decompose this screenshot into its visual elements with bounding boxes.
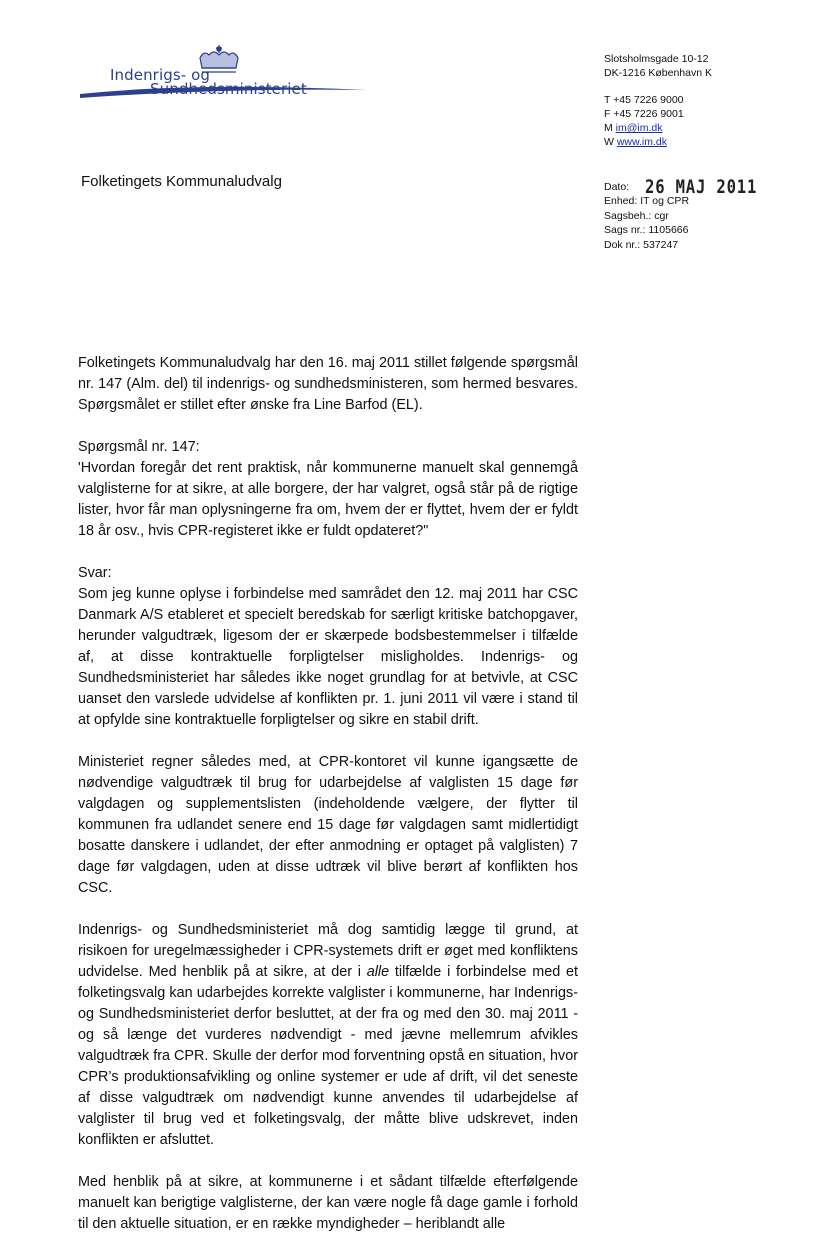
p3-emphasis: alle xyxy=(366,964,390,980)
case-number: Sags nr.: 1105666 xyxy=(604,224,689,236)
contact-block xyxy=(604,93,684,149)
answer-paragraph-1: Som jeg kunne oplyse i forbindelse med samrådet den 12. maj 2011 har CSC Danmark A/S etableret et specielt beredskab for særligt kritiske batchopgaver, herunder valgudtræk, ligesom der er skærpede bodsbestemmelser i tilfælde af, at disse kontraktuelle forpligtelser misligholdes. Indenrigs- og Sundhedsministeriet har således ikke noget grundlag for at betvivle, at CSC uanset den varslede udvidelse af konflikten pr. 1. juni 2011 vil være i stand til at opfylde sine kontraktuelle forpligtelser og sikre en stabil drift. xyxy=(78,586,578,728)
address-line: DK-1216 København K xyxy=(604,67,712,79)
meta-block xyxy=(604,172,782,252)
answer-heading: Svar: xyxy=(78,565,112,581)
logo-line1: Indenrigs- og xyxy=(110,66,211,84)
address-block xyxy=(604,52,712,80)
answer-paragraph-3 xyxy=(78,920,578,1151)
web-row xyxy=(604,135,684,149)
date-row xyxy=(604,172,782,198)
web-prefix: W xyxy=(604,136,617,148)
phone: T +45 7226 9000 xyxy=(604,94,684,106)
question-paragraph: 'Hvordan foregår det rent praktisk, når kommunerne manuelt skal gennemgå valglisterne for at sikre, at alle borgere, der har valgret, også står på de rigtige lister, hvor får man oplysningerne fra om, hvem der er flyttet, hvem der er fyldt 18 år osv., hvis CPR-registeret ikke er fuldt opdateret?" xyxy=(78,460,578,539)
question-heading: Spørgsmål nr. 147: xyxy=(78,439,200,455)
fax: F +45 7226 9001 xyxy=(604,108,684,120)
mail-row xyxy=(604,121,684,135)
answer-paragraph-2: Ministeriet regner således med, at CPR-kontoret vil kunne igangsætte de nødvendige valgudtræk til brug for udarbejdelse af valglisten 15 dage før valgdagen og supplementslisten (indeholdende vælgere, der flytter til kommunen fra udlandet senere end 15 dage før valgdagen samt midlertidigt bosatte danskere i udlandet, der efter anmodning er optaget på valglisten) 7 dage før valgdagen, uden at disse udtræk vil blive berørt af konflikten hos CSC. xyxy=(78,754,578,896)
intro-paragraph: Folketingets Kommunaludvalg har den 16. maj 2011 stillet følgende spørgsmål nr. 147 (Alm. del) til indenrigs- og sundhedsministeren, som hermed besvares. Spørgsmålet er stillet efter ønske fra Line Barfod (EL). xyxy=(78,355,578,413)
letter-body xyxy=(78,353,578,1256)
case-worker: Sagsbeh.: cgr xyxy=(604,209,669,222)
unit: Enhed: IT og CPR xyxy=(604,195,690,207)
date-label: Dato: xyxy=(604,180,630,193)
web-link[interactable]: www.im.dk xyxy=(616,136,668,148)
ministry-logo xyxy=(78,44,378,108)
logo-line2: Sundhedsministeriet xyxy=(150,80,307,98)
answer-paragraph-4: Med henblik på at sikre, at kommunerne i et sådant tilfælde efterfølgende manuelt kan berigtige valglisterne, der kan være nogle få dage gamle i forhold til den aktuelle situation, er en række myndigheder – heriblandt alle xyxy=(78,1174,578,1232)
date-stamp: 26 MAJ 2011 xyxy=(645,175,758,198)
p3-part-b: tilfælde i forbindelse med et folketingsvalg kan udarbejdes korrekte valglister i kommunerne, har Indenrigs- og Sundhedsministeriet derfor besluttet, at der fra og med den 30. maj 2011 - og så længe det vurderes nødvendigt - med jævne mellemrum afvikles valgudtræk fra CPR. Skulle der derfor mod forventning opstå en situation, hvor CPR’s produktionsafvikling og online systemer er ude af drift, vil det seneste af disse valgudtræk om nødvendigt kunne anvendes til udarbejdelse af valglister til brug ved et folketingsvalg, der måtte blive udskrevet, inden konflikten er afsluttet. xyxy=(78,964,578,1148)
p3-part-a: Indenrigs- og Sundhedsministeriet må dog samtidig lægge til grund, at risikoen for uregelmæssigheder i CPR-systemets drift er øget med konfliktens udvidelse. Med henblik på at sikre, at der i xyxy=(78,922,578,980)
mail-prefix: M xyxy=(604,122,616,134)
address-line: Slotsholmsgade 10-12 xyxy=(604,53,709,65)
document-number: Dok nr.: 537247 xyxy=(604,238,679,251)
recipient: Folketingets Kommunaludvalg xyxy=(81,173,282,190)
mail-link[interactable]: im@im.dk xyxy=(615,122,663,134)
